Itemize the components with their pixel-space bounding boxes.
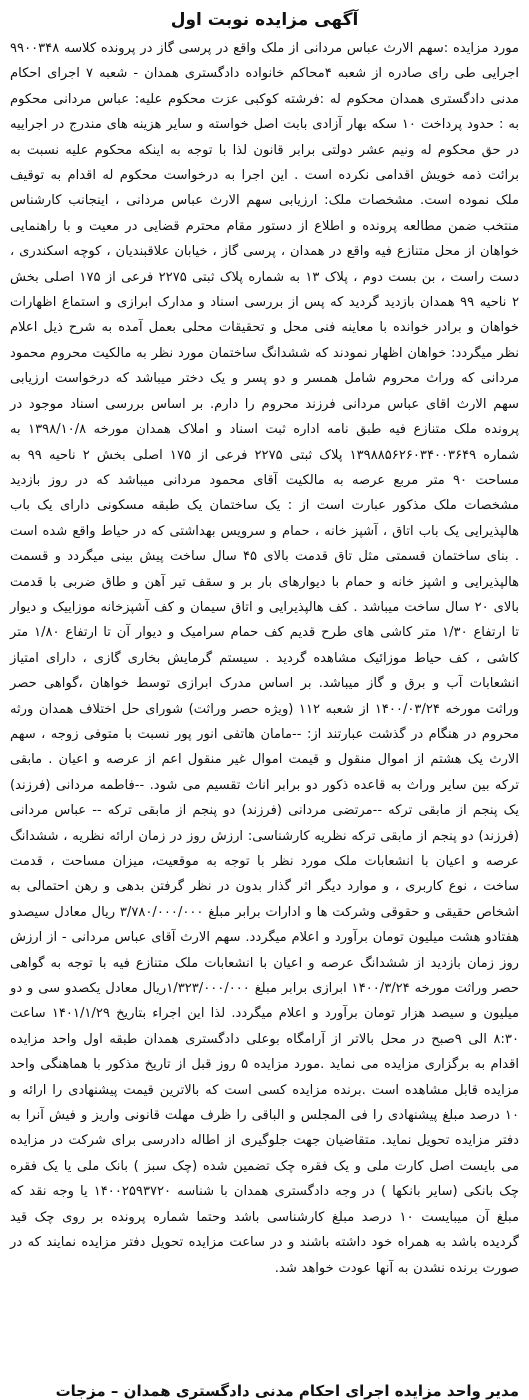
notice-signature: مدیر واحد مزایده اجرای احکام مدنی دادگستری همدان – مزجات xyxy=(55,1382,519,1400)
notice-body: مورد مزایده :سهم الارث عباس مردانی از ملک واقع در پرسی گاز در پرونده کلاسه ۹۹۰۰۳۴۸ اجرایی طی رای صادره از شعبه ۴محاکم خانواده دادگستری همدان - شعبه ۷ اجرای احکام مدنی دادگستری همدان محکوم له :فرشته کوکبی عزت محکوم علیه: عباس مردانی محکوم به : حدود پرداخت ۱۰ سکه بهار آزادی بابت اصل خواسته و سایر هزینه های مندرج در اجراییه در حق محکوم له ونیم عشر دولتی برابر قانون لذا با توجه به اینکه محکوم علیه نسبت به برائت ذمه خویش اقدامی نکرده است . این اجرا به درخواست محکوم له اقدام به توقیف ملک نموده است. مشخصات ملک: ارزیابی سهم الارث عباس مردانی ، اینجانب کارشناس منتخب ضمن مطالعه پرونده و اطلاع از دستور مقام محترم قضایی در معیت و با راهنمایی خواهان از محل متنازع فیه واقع در همدان ، پرسی گاز ، خیابان علاقبندیان ، کوچه اسکندری ، دست راست ، بن بست دوم ، پلاک ۱۳ به شماره پلاک ثبتی ۲۲۷۵ فرعی از ۱۷۵ اصلی بخش ۲ ناحیه ۹۹ همدان بازدید گردید که پس از بررسی اسناد و مدارک ابرازی و استماع اظهارات خواهان و برادر خوانده با معاینه فنی محل و تحقیقات محلی بعمل آمده به شرح ذیل اعلام نظر میگردد: خواهان اظهار نمودند که ششدانگ ساختمان مورد نظر به مالکیت محروم محمود مردانی که وراث محروم شامل همسر و دو پسر و یک دختر میباشد که درخواست ارزیابی سهم الارث اقای عباس مردانی فرزند محروم را دارم. بر اساس بررسی اسناد موجود در پرونده ملک متنازع فیه طبق نامه اداره ثبت اسناد و املاک همدان مورخه ۱۳۹۸/۱۰/۸ به شماره ۱۳۹۸۸۵۶۲۶۰۳۴۰۰۳۶۴۹ پلاک ثبتی ۲۲۷۵ فرعی از ۱۷۵ اصلی بخش ۲ ناحیه ۹۹ به مساحت ۹۰ متر مربع عرصه به مالکیت آقای محمود مردانی میباشد که در روز بازدید مشخصات ملک مذکور عبارت است از : یک ساختمان یک طبقه مسکونی دارای یک باب هالپذیرایی یک باب اتاق ، آشپز خانه ، حمام و سرویس بهداشتی که در حیاط واقع شده است . بنای ساختمان قسمتی مثل تاق قدمت بالای ۴۵ سال ساخت پیش بینی میگردد و قسمت هالپذیرایی و اشپز خانه و حمام با دیوارهای بار بر و سقف تیر آهن و طاق ضربی با قدمت بالای ۲۰ سال ساخت میباشد . کف هالپذیرایی و اتاق سیمان و کف آشپزخانه موزاییک و دیوار تا ارتفاع ۱/۳۰ متر کاشی های طرح قدیم کف حمام سرامیک و دیوار آن تا ارتفاع ۱/۸۰ متر کاشی ، کف حیاط موزائیک مشاهده گردید . سیستم گرمایش بخاری گازی ، دارای امتیاز انشعابات آب و برق و گاز میباشد. بر اساس مدرک ابرازی توسط خواهان ،گواهی حصر وراثت مورخه ۱۴۰۰/۰۳/۲۴ از شعبه ۱۱۲ (ویژه حصر وراثت) شورای حل اختلاف همدان ورثه محروم در هنگام در گذشت عبارتند از: --مامان هاتفی انور پور نسبت با متوفی زوجه ، سهم الارث یک هشتم از اموال منقول و قیمت اموال غیر منقول اعم از عرصه و اعیان . مابقی ترکه بین سایر وراث به قاعده ذکور دو برابر اناث تقسیم می شود. --فاطمه مردانی (فرزند) یک پنجم از مابقی ترکه --مرتضی مردانی (فرزند) دو پنجم از مابقی ترکه -- عباس مردانی (فرزند) دو پنجم از مابقی ترکه نظریه کارشناسی: ارزش روز در زمان ارائه نظریه ، ششدانگ عرصه و اعیان با انشعابات ملک مورد نظر با توجه به موقعیت، میزان مساحت ، قدمت ساخت ، نوع کاربری ، و موارد دیگر اثر گذار بدون در نظر گرفتن بدهی و رهن احتمالی به اشخاص حقیقی و حقوقی وشرکت ها و ادارات برابر مبلغ ۳/۷۸۰/۰۰۰/۰۰۰ ریال معادل سیصدو هفتادو هشت میلیون تومان برآورد و اعلام میگردد. سهم الارث آقای عباس مردانی - از ارزش روز زمان بازدید از ششدانگ عرصه و اعیان با انشعابات ملک متنازع فیه با توجه به گواهی حصر وراثت مورخه ۱۴۰۰/۳/۲۴ ابرازی برابر مبلغ ۱/۳۲۳/۰۰۰/۰۰۰ریال معادل یکصدو سی و دو میلیون و سیصد هزار تومان برآورد و اعلام میگردد. لذا این اجراء بتاریخ ۱۴۰۱/۱/۲۹ ساعت ۸:۳۰ الی ۹صبح در محل بالاتر از آرامگاه بوعلی دادگستری همدان طبقه اول واحد مزایده اقدام به برگزاری مزایده می نماید .مورد مزایده ۵ روز قبل از تاریخ مذکور با هماهنگی واحد مزایده قابل مشاهده است .برنده مزایده کسی است که بالاترین قیمت پیشنهادی را ارائه و ۱۰ درصد مبلغ پیشنهادی را فی المجلس و الباقی را ظرف مهلت قانونی واریز و فیش آنرا به دفتر مزایده تحویل نماید. متقاضیان جهت جلوگیری از اطاله دادرسی برای شرکت در مزایده می بایست اصل کارت ملی و یک فقره چک تضمین شده (چک سبز ) بانک ملی یا یک فقره چک بانکی (سایر بانکها ) در وجه دادگستری همدان با شناسه ۱۴۰۰۲۵۹۳۷۲۰ یا وجه نقد که مبلغ آن میبایست ۱۰ درصد مبلغ کارشناسی باشد وحتما شماره پرونده بر روی چک قید گردیده باشد به همراه خود داشته باشند و در ساعت مزایده تحویل دفتر مزایده نمایند که در صورت برنده نشدن به آنها عودت خواهد شد. xyxy=(10,41,520,1276)
notice-title: آگهی مزایده نوبت اول xyxy=(170,10,359,30)
